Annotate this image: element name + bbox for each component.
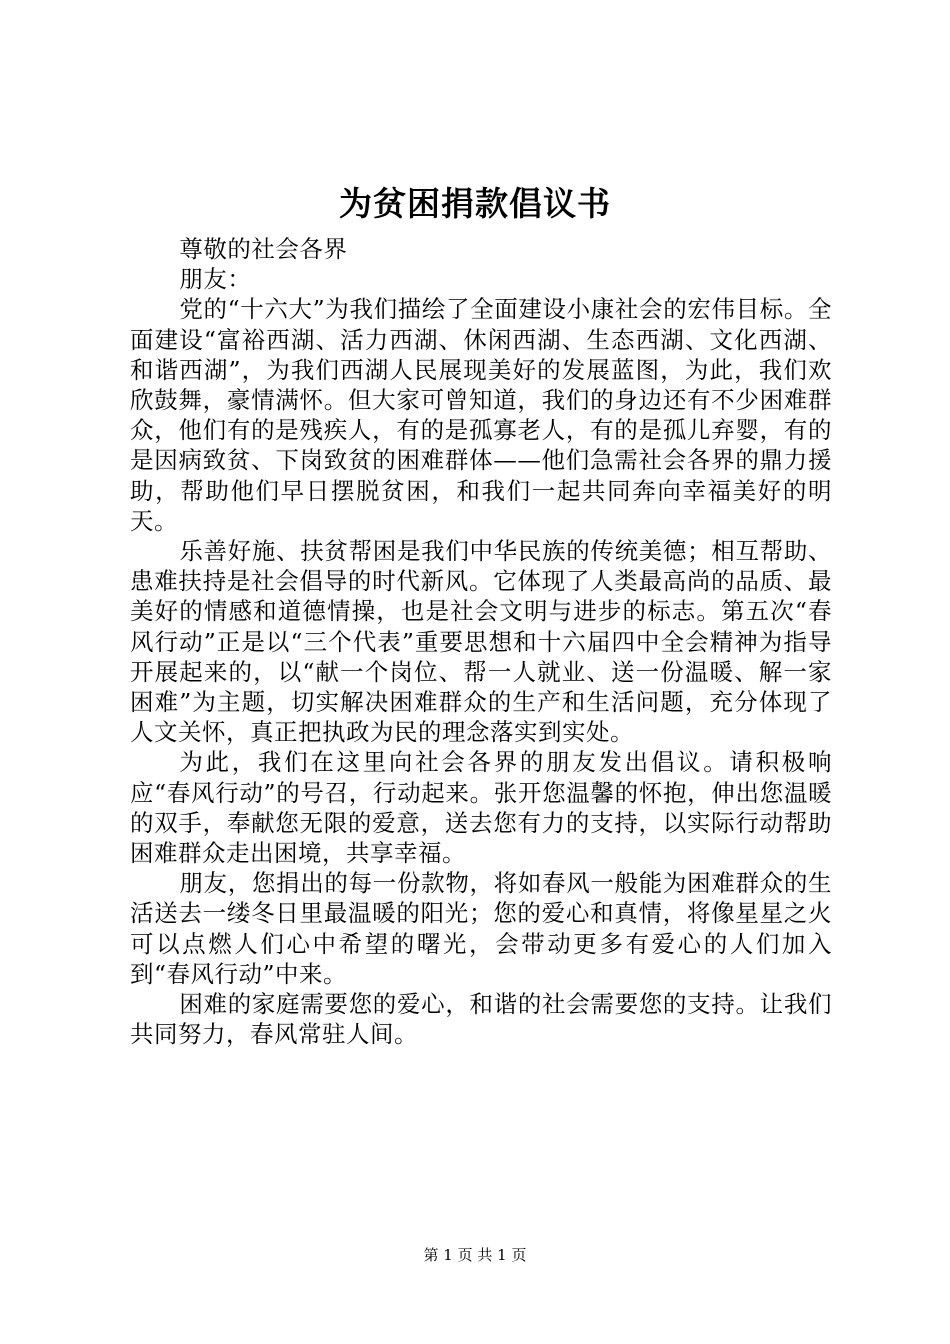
document-title: 为贫困捐款倡议书 <box>339 184 611 223</box>
salutation-line-2: 朋友： <box>179 265 252 294</box>
body-paragraph: 朋友，您捐出的每一份款物，将如春风一般能为困难群众的生活送去一缕冬日里最温暖的阳光；您的爱心和真情，将像星星之火可以点燃人们心中希望的曙光，会带动更多有爱心的人们加入到“春风行动”中来。 <box>130 869 832 988</box>
body-paragraph: 党的“十六大”为我们描绘了全面建设小康社会的宏伟目标。全面建设“富裕西湖、活力西湖、休闲西湖、生态西湖、文化西湖、和谐西湖”，为我们西湖人民展现美好的发展蓝图，为此，我们欢欣鼓舞，豪情满怀。但大家可曾知道，我们的身边还有不少困难群众，他们有的是残疾人，有的是孤寡老人，有的是孤儿弃婴，有的是因病致贫、下岗致贫的困难群体——他们急需社会各界的鼎力援助，帮助他们早日摆脱贫困，和我们一起共同奔向幸福美好的明天。 <box>130 295 832 535</box>
body-paragraph: 乐善好施、扶贫帮困是我们中华民族的传统美德；相互帮助、患难扶持是社会倡导的时代新风。它体现了人类最高尚的品质、最美好的情感和道德情操，也是社会文明与进步的标志。第五次“春风行动”正是以“三个代表”重要思想和十六届四中全会精神为指导开展起来的，以“献一个岗位、帮一人就业、送一份温暖、解一家困难”为主题，切实解决困难群众的生产和生活问题，充分体现了人文关怀，真正把执政为民的理念落实到实处。 <box>130 537 832 747</box>
page-number-footer: 第 1 页 共 1 页 <box>423 1246 527 1264</box>
document-body <box>130 234 832 1049</box>
salutation-line-1: 尊敬的社会各界 <box>179 235 348 263</box>
body-paragraph: 为此，我们在这里向社会各界的朋友发出倡议。请积极响应“春风行动”的号召，行动起来。张开您温馨的怀抱，伸出您温暖的双手，奉献您无限的爱意，送去您有力的支持，以实际行动帮助困难群众走出困境，共享幸福。 <box>130 748 832 868</box>
body-paragraph: 困难的家庭需要您的爱心，和谐的社会需要您的支持。让我们共同努力，春风常驻人间。 <box>130 990 832 1049</box>
